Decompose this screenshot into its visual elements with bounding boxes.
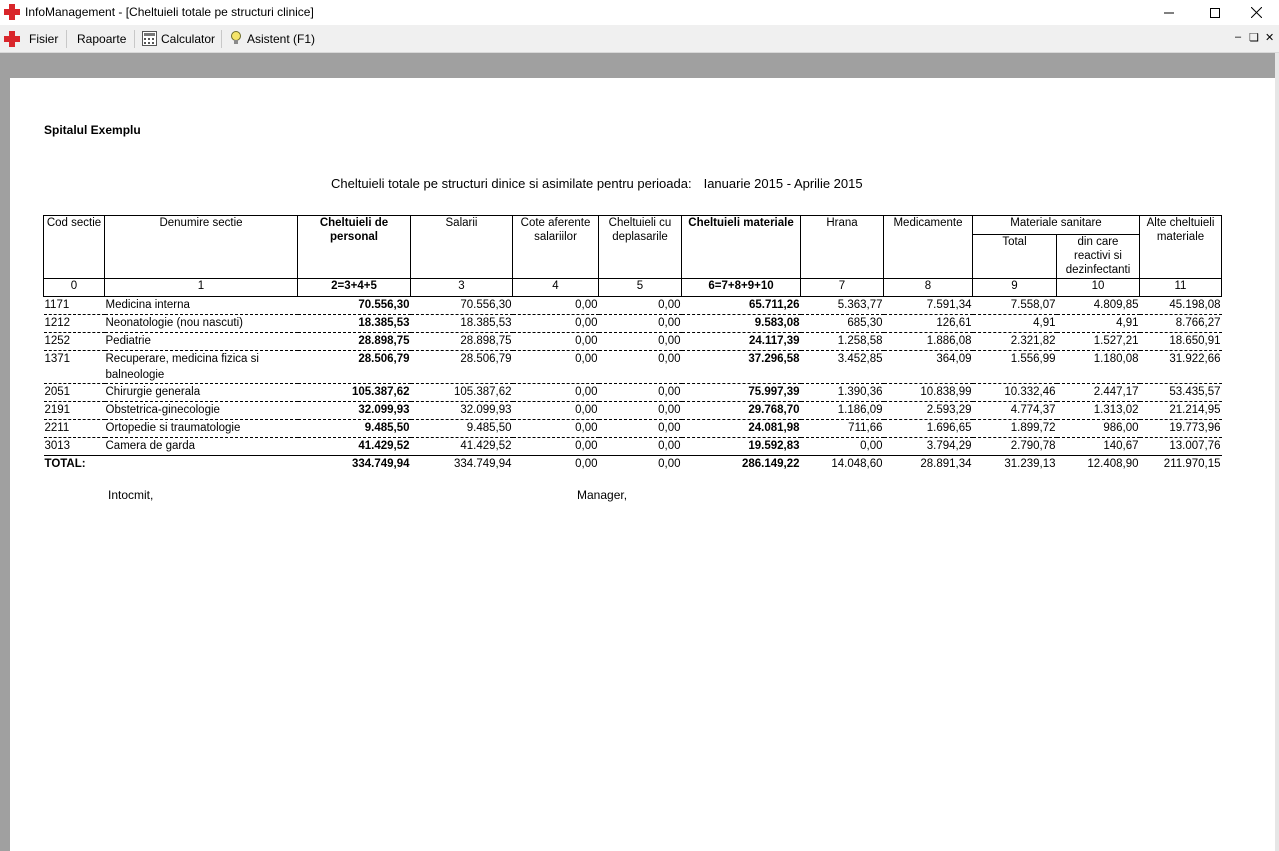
menu-fisier[interactable]: Fisier <box>29 32 59 46</box>
col-number: 4 <box>513 279 599 297</box>
cell-value: 0,00 <box>513 420 599 438</box>
cell-value: 0,00 <box>801 438 884 456</box>
minimize-icon <box>1164 8 1174 18</box>
report-title <box>331 176 863 191</box>
header-hrana: Hrana <box>801 216 884 279</box>
col-number: 9 <box>973 279 1057 297</box>
header-alte: Alte cheltuieli materiale <box>1140 216 1222 279</box>
cell-value: 70.556,30 <box>411 297 513 315</box>
cell-value: 70.556,30 <box>298 297 411 315</box>
cell-value: 105.387,62 <box>411 384 513 402</box>
cell-cod: 2191 <box>44 402 105 420</box>
col-number: 8 <box>884 279 973 297</box>
cell-value: 24.117,39 <box>682 333 801 351</box>
menu-calculator[interactable]: Calculator <box>161 32 216 46</box>
table-row <box>44 351 1222 384</box>
cell-value: 21.214,95 <box>1140 402 1222 420</box>
cell-value: 32.099,93 <box>298 402 411 420</box>
cell-value: 75.997,39 <box>682 384 801 402</box>
cell-value: 2.321,82 <box>973 333 1057 351</box>
header-personal: Cheltuieli de personal <box>298 216 411 279</box>
hospital-name: Spitalul Exemplu <box>44 123 141 137</box>
total-cell: 28.891,34 <box>920 458 972 470</box>
header-salarii: Salarii <box>411 216 513 279</box>
cell-value: 5.363,77 <box>801 297 884 315</box>
cell-value: 1.899,72 <box>973 420 1057 438</box>
cell-denumire: Obstetrica-ginecologie <box>105 402 298 420</box>
cell-value: 4.809,85 <box>1057 297 1140 315</box>
report-period: Ianuarie 2015 - Aprilie 2015 <box>703 176 863 191</box>
total-cell: 334.749,94 <box>351 458 410 470</box>
cell-value: 0,00 <box>599 384 682 402</box>
cell-value: 28.898,75 <box>298 333 411 351</box>
cell-value: 10.332,46 <box>973 384 1057 402</box>
table-row <box>44 438 1222 456</box>
header-cod: Cod sectie <box>44 216 105 279</box>
cell-cod: 2051 <box>44 384 105 402</box>
mdi-restore-icon[interactable]: ❏ <box>1249 32 1259 44</box>
cell-value: 0,00 <box>513 438 599 456</box>
mdi-close-icon[interactable]: ✕ <box>1265 32 1275 44</box>
maximize-button[interactable] <box>1192 0 1238 25</box>
cell-value: 0,00 <box>599 420 682 438</box>
cell-value: 41.429,52 <box>298 438 411 456</box>
col-number: 3 <box>411 279 513 297</box>
col-number: 11 <box>1140 279 1222 297</box>
cell-value: 28.506,79 <box>411 351 513 384</box>
table-row <box>44 315 1222 333</box>
total-label: TOTAL: <box>44 458 86 470</box>
cell-value: 19.592,83 <box>682 438 801 456</box>
cell-value: 2.447,17 <box>1057 384 1140 402</box>
cell-value: 24.081,98 <box>682 420 801 438</box>
col-number: 1 <box>105 279 298 297</box>
window-title: InfoManagement - [Cheltuieli totale pe structuri clinice] <box>25 5 314 19</box>
cell-value: 3.452,85 <box>801 351 884 384</box>
cell-value: 28.506,79 <box>298 351 411 384</box>
cell-value: 9.485,50 <box>411 420 513 438</box>
maximize-icon <box>1210 8 1220 18</box>
menu-separator <box>66 30 67 48</box>
total-cell: 334.749,94 <box>453 458 512 470</box>
cell-denumire: Camera de garda <box>105 438 298 456</box>
cell-value: 53.435,57 <box>1140 384 1222 402</box>
column-number-row <box>44 279 1222 297</box>
total-cell: 31.239,13 <box>1004 458 1056 470</box>
col-number: 2=3+4+5 <box>298 279 411 297</box>
cell-value: 1.696,65 <box>884 420 973 438</box>
cell-value: 1.180,08 <box>1057 351 1140 384</box>
cell-value: 19.773,96 <box>1140 420 1222 438</box>
cell-value: 29.768,70 <box>682 402 801 420</box>
header-cote: Cote aferente salariilor <box>513 216 599 279</box>
cell-value: 0,00 <box>513 297 599 315</box>
calculator-icon <box>142 31 157 49</box>
title-bar <box>0 0 1279 25</box>
cell-value: 28.898,75 <box>411 333 513 351</box>
cell-value: 685,30 <box>801 315 884 333</box>
cell-value: 1.527,21 <box>1057 333 1140 351</box>
cell-value: 711,66 <box>801 420 884 438</box>
cell-cod: 1371 <box>44 351 105 384</box>
cell-cod: 3013 <box>44 438 105 456</box>
report-title-text: Cheltuieli totale pe structuri dinice si asimilate pentru perioada: <box>331 176 692 191</box>
header-materiale-sanitare: Materiale sanitare <box>973 216 1140 235</box>
mdi-minimize-icon[interactable]: – <box>1235 31 1242 43</box>
cell-value: 8.766,27 <box>1140 315 1222 333</box>
table-row <box>44 402 1222 420</box>
cell-value: 4,91 <box>1057 315 1140 333</box>
table-row <box>44 420 1222 438</box>
cell-value: 32.099,93 <box>411 402 513 420</box>
cell-value: 0,00 <box>599 402 682 420</box>
lightbulb-icon <box>229 30 243 49</box>
col-number: 5 <box>599 279 682 297</box>
cell-value: 9.485,50 <box>298 420 411 438</box>
cell-value: 0,00 <box>599 297 682 315</box>
menu-asistent[interactable]: Asistent (F1) <box>247 32 316 46</box>
table-row <box>44 297 1222 315</box>
col-number: 7 <box>801 279 884 297</box>
cell-value: 1.886,08 <box>884 333 973 351</box>
cell-denumire: Neonatologie (nou nascuti) <box>105 315 298 333</box>
cell-cod: 1252 <box>44 333 105 351</box>
cell-value: 1.258,58 <box>801 333 884 351</box>
close-icon <box>1251 7 1262 18</box>
expenses-table <box>43 215 1222 472</box>
cell-value: 1.390,36 <box>801 384 884 402</box>
cell-value: 0,00 <box>513 351 599 384</box>
cell-cod: 1212 <box>44 315 105 333</box>
cell-value: 4,91 <box>973 315 1057 333</box>
total-cell: 0,00 <box>575 458 598 470</box>
footer-manager: Manager, <box>577 488 628 502</box>
cell-value: 0,00 <box>599 438 682 456</box>
cell-value: 364,09 <box>884 351 973 384</box>
cell-value: 105.387,62 <box>298 384 411 402</box>
app-cross-icon[interactable] <box>3 30 21 51</box>
col-number: 6=7+8+9+10 <box>682 279 801 297</box>
cell-denumire: Medicina interna <box>105 297 298 315</box>
menu-bar <box>0 25 1279 53</box>
header-denumire: Denumire sectie <box>105 216 298 279</box>
cell-denumire: Pediatrie <box>105 333 298 351</box>
cell-value: 37.296,58 <box>682 351 801 384</box>
cell-value: 13.007,76 <box>1140 438 1222 456</box>
menu-separator <box>221 30 222 48</box>
cell-denumire: Ortopedie si traumatologie <box>105 420 298 438</box>
total-cell: 12.408,90 <box>1087 458 1139 470</box>
total-cell: 14.048,60 <box>831 458 883 470</box>
cell-value: 7.558,07 <box>973 297 1057 315</box>
cell-denumire: Recuperare, medicina fizica si balneologie <box>105 351 298 384</box>
cell-value: 0,00 <box>513 384 599 402</box>
close-button[interactable] <box>1233 0 1279 25</box>
header-deplasari: Cheltuieli cu deplasarile <box>599 216 682 279</box>
cell-value: 1.186,09 <box>801 402 884 420</box>
cell-value: 45.198,08 <box>1140 297 1222 315</box>
cell-value: 0,00 <box>599 351 682 384</box>
menu-rapoarte[interactable]: Rapoarte <box>77 32 127 46</box>
cell-value: 126,61 <box>884 315 973 333</box>
cell-value: 31.922,66 <box>1140 351 1222 384</box>
cell-value: 18.385,53 <box>298 315 411 333</box>
cell-value: 1.313,02 <box>1057 402 1140 420</box>
cell-value: 0,00 <box>599 333 682 351</box>
minimize-button[interactable] <box>1146 0 1192 25</box>
cell-value: 2.790,78 <box>973 438 1057 456</box>
cell-value: 0,00 <box>599 315 682 333</box>
cell-value: 18.650,91 <box>1140 333 1222 351</box>
header-medicamente: Medicamente <box>884 216 973 279</box>
header-din-care: din care reactivi si dezinfectanti <box>1057 235 1140 279</box>
cell-value: 2.593,29 <box>884 402 973 420</box>
menu-separator <box>134 30 135 48</box>
cell-value: 140,67 <box>1057 438 1140 456</box>
table-row <box>44 333 1222 351</box>
cell-value: 986,00 <box>1057 420 1140 438</box>
total-row <box>44 456 1222 473</box>
cell-denumire: Chirurgie generala <box>105 384 298 402</box>
cell-value: 7.591,34 <box>884 297 973 315</box>
total-cell: 0,00 <box>658 458 681 470</box>
total-cell: 286.149,22 <box>741 458 800 470</box>
cell-value: 1.556,99 <box>973 351 1057 384</box>
col-number: 10 <box>1057 279 1140 297</box>
cell-cod: 1171 <box>44 297 105 315</box>
col-number: 0 <box>44 279 105 297</box>
cell-value: 9.583,08 <box>682 315 801 333</box>
cell-value: 41.429,52 <box>411 438 513 456</box>
cell-value: 0,00 <box>513 402 599 420</box>
cell-value: 4.774,37 <box>973 402 1057 420</box>
footer-intocmit: Intocmit, <box>108 488 154 502</box>
cell-value: 10.838,99 <box>884 384 973 402</box>
cell-value: 0,00 <box>513 333 599 351</box>
table-row <box>44 384 1222 402</box>
cell-cod: 2211 <box>44 420 105 438</box>
cell-value: 65.711,26 <box>682 297 801 315</box>
cell-value: 18.385,53 <box>411 315 513 333</box>
total-cell: 211.970,15 <box>1163 458 1221 470</box>
cell-value: 3.794,29 <box>884 438 973 456</box>
header-materiale: Cheltuieli materiale <box>682 216 801 279</box>
header-total: Total <box>973 235 1057 279</box>
medical-cross-icon <box>4 4 20 20</box>
cell-value: 0,00 <box>513 315 599 333</box>
vertical-scrollbar[interactable] <box>1275 53 1279 851</box>
